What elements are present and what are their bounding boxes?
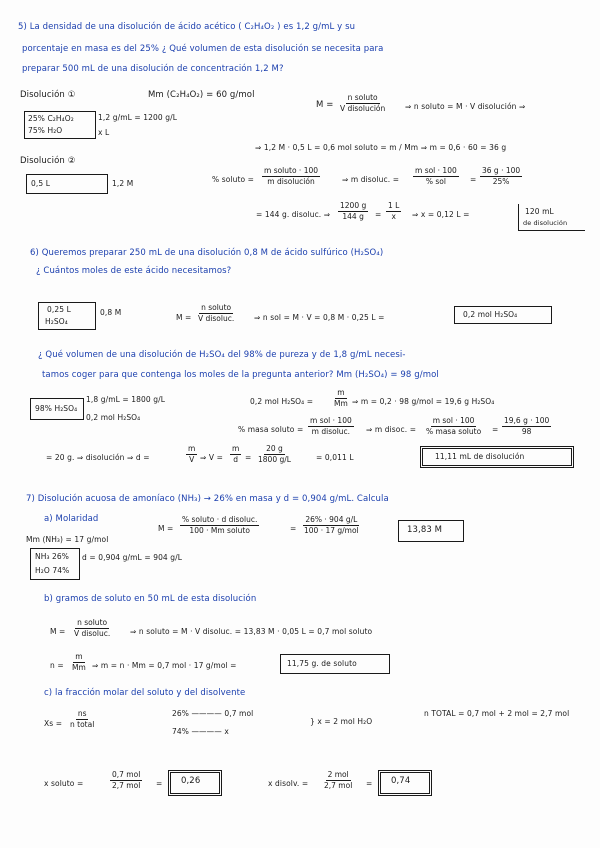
p6-molarity-numerator: n soluto (201, 303, 232, 312)
p7-answer-a-box (398, 520, 464, 542)
p5-box1-volume: x L (98, 128, 110, 137)
p7-b2-numerator: m (75, 652, 83, 661)
p6-percent-fraction2 (424, 416, 483, 437)
p6-density-denominator: V (189, 455, 195, 464)
p5-answer-sub: de disolución (523, 219, 568, 227)
p6-molarity-lhs: M = (176, 313, 192, 322)
p5-percent-fraction3 (480, 166, 522, 187)
p5-question-line3: preparar 500 mL de una disolución de concentración 1,2 M? (22, 64, 284, 74)
p5-final-denominator2: x (391, 212, 396, 221)
p5-molarity-lhs: M = (316, 100, 334, 110)
p6-molarity-denominator: V disoluc. (198, 314, 235, 323)
p6-percent-numerator2: m sol · 100 (432, 416, 475, 425)
p6-density-mid: ⇒ V = (200, 453, 223, 462)
p7-answer-c1-box (168, 770, 222, 796)
p5-question-line2: porcentaje en masa es del 25% ¿ Qué volumen de esta disolución se necesita para (22, 44, 384, 54)
p6-question-line2: ¿ Cuántos moles de este ácido necesitamos? (36, 266, 232, 276)
p7-b-label: b) gramos de soluto en 50 mL de esta disolución (44, 594, 257, 604)
p7-box-line2: H₂O 74% (35, 566, 70, 575)
p7-ntotal: n TOTAL = 0,7 mol + 2 mol = 2,7 mol (424, 709, 570, 718)
p6-molarity-fraction (196, 303, 236, 324)
p6-percent-mid: ⇒ m disoc. = (366, 425, 417, 434)
p6-pure-acid-density: 1,8 g/mL = 1800 g/L (86, 395, 165, 404)
p6-percent-denominator: m disoluc. (311, 427, 351, 436)
p6-percent-fraction (308, 416, 354, 437)
p5-moles-line: ⇒ 1,2 M · 0,5 L = 0,6 mol soluto = m / Mm ⇒ m = 0,6 · 60 = 36 g (255, 143, 507, 152)
p7-xsoluto-fraction (110, 770, 142, 791)
p7-xdisolv-equals: = (366, 779, 373, 788)
p5-final-mid: ⇒ x = 0,12 L = (412, 210, 470, 219)
p7-answer-c2: 0,74 (391, 776, 411, 786)
p7-b-fraction (72, 618, 112, 639)
p7-xsoluto-numerator: 0,7 mol (112, 770, 141, 779)
p6-volume-denominator: d (233, 455, 239, 464)
p5-percent-numerator3: 36 g · 100 (482, 166, 521, 175)
p5-percent-lhs: % soluto = (212, 175, 255, 184)
p6-mass-calc-rhs: ⇒ m = 0,2 · 98 g/mol = 19,6 g H₂SO₄ (352, 397, 495, 406)
p6-mass-fraction (332, 388, 350, 409)
p6-question-line3: ¿ Qué volumen de una disolución de H₂SO₄ del 98% de pureza y de 1,8 g/mL necesi- (38, 350, 406, 360)
p5-answer-box (518, 204, 585, 231)
p7-answer-b: 11,75 g. de soluto (287, 659, 357, 668)
p5-percent-denominator3: 25% (492, 177, 510, 186)
p7-ratio-result: } x = 2 mol H₂O (310, 717, 373, 726)
p7-xdisolv-numerator: 2 mol (327, 770, 349, 779)
p7-c-label: c) la fracción molar del soluto y del disolvente (44, 688, 246, 698)
p6-percent-lhs: % masa soluto = (238, 425, 304, 434)
p6-box-line2: H₂SO₄ (45, 317, 68, 326)
p7-b2-denominator: Mm (72, 663, 86, 672)
p7-b2-fraction (70, 652, 88, 673)
p6-volume-result: = 0,011 L (316, 453, 354, 462)
p7-xsoluto-equals: = (156, 779, 163, 788)
p5-final-line: = 144 g. disoluc. ⇒ (256, 210, 331, 219)
p5-box1-line1: 25% C₂H₄O₂ (28, 114, 74, 123)
p6-mass-numerator: m (337, 388, 345, 397)
p5-disolucion2-label: Disolución ② (20, 156, 76, 166)
p6-question-line4: tamos coger para que contenga los moles de la pregunta anterior? Mm (H₂SO₄) = 98 g/mol (42, 370, 439, 380)
p7-xs-fraction (68, 709, 96, 730)
p6-answer2: 11,11 mL de disolución (435, 452, 525, 461)
p6-answer: 0,2 mol H₂SO₄ (463, 310, 518, 319)
p6-volume-numerator2: 20 g (266, 444, 283, 453)
p5-final-numerator1: 1200 g (340, 201, 367, 210)
p5-box2-molarity: 1,2 M (112, 179, 134, 188)
p5-box2-value: 0,5 L (31, 179, 50, 188)
p6-pure-acid-label: 98% H₂SO₄ (35, 404, 78, 413)
p6-percent-denominator2: % masa soluto (426, 427, 482, 436)
p6-mass-denominator: Mm (334, 399, 348, 408)
p5-final-fraction2 (386, 201, 401, 222)
p7-b2-rhs: ⇒ m = n · Mm = 0,7 mol · 17 g/mol = (92, 661, 237, 670)
p5-disolucion1-label: Disolución ① (20, 90, 76, 100)
p7-b2-lhs: n = (50, 661, 64, 670)
p5-percent-numerator: m soluto · 100 (264, 166, 319, 175)
p6-answer2-box (420, 446, 574, 468)
p7-molarity-fraction2 (302, 515, 361, 536)
p5-equals-sign: = (470, 175, 477, 184)
p7-answer-b-box (280, 654, 390, 674)
p7-xdisolv-lhs: x disolv. = (268, 779, 309, 788)
p6-percent-fraction3 (502, 416, 551, 437)
p6-density-numerator: m (188, 444, 196, 453)
p5-percent-numerator2: m sol · 100 (415, 166, 457, 175)
p6-question-line1: 6) Queremos preparar 250 mL de una disolución 0,8 M de ácido sulfúrico (H₂SO₄) (30, 248, 384, 258)
p5-molarity-numerator: n soluto (347, 93, 378, 102)
p5-final-fraction1 (338, 201, 368, 222)
p7-xs-numerator: ns (77, 709, 87, 718)
p6-volume-numerator: m (232, 444, 240, 453)
p6-percent-denominator3: 98 (521, 427, 532, 436)
p6-box-line1: 0,25 L (47, 305, 71, 314)
p5-molarity-fraction (338, 93, 387, 114)
p7-molar-mass: Mm (NH₃) = 17 g/mol (26, 535, 109, 544)
p5-final-numerator2: 1 L (388, 201, 400, 210)
p6-volume-equals: = (245, 453, 252, 462)
p7-answer-c2-box (378, 770, 432, 796)
p5-box1-density: 1,2 g/mL = 1200 g/L (98, 113, 177, 122)
p7-xs-denominator: n total (70, 720, 95, 729)
p5-molarity-denominator: V disolución (340, 104, 386, 113)
p7-box-density: d = 0,904 g/mL = 904 g/L (82, 553, 183, 562)
p7-xdisolv-fraction (322, 770, 354, 791)
p7-molarity-numerator: % soluto · d disoluc. (182, 515, 258, 524)
p5-final-denominator1: 144 g (342, 212, 364, 221)
p6-volume-fraction (230, 444, 241, 465)
p6-pure-acid-box (30, 398, 84, 420)
p7-a-label: a) Molaridad (44, 514, 99, 524)
p6-molarity-rhs: ⇒ n sol = M · V = 0,8 M · 0,25 L = (254, 313, 385, 322)
p6-density-line: = 20 g. ⇒ disolución ⇒ d = (46, 453, 150, 462)
p7-b-numerator: n soluto (77, 618, 108, 627)
p5-percent-fraction (262, 166, 320, 187)
p6-percent-equals: = (492, 425, 499, 434)
p5-final-equals: = (375, 210, 382, 219)
p7-molarity-numerator2: 26% · 904 g/L (305, 515, 358, 524)
p7-b-denominator: V disoluc. (74, 629, 111, 638)
p6-pure-acid-moles: 0,2 mol H₂SO₄ (86, 413, 141, 422)
p5-solution2-box (26, 174, 108, 194)
p7-molarity-denominator2: 100 · 17 g/mol (304, 526, 359, 535)
p6-volume-fraction2 (256, 444, 293, 465)
p7-molarity-fraction (180, 515, 259, 536)
p7-molarity-lhs: M = (158, 524, 174, 533)
p7-molarity-equals: = (290, 524, 297, 533)
p5-percent-mid: ⇒ m disoluc. = (342, 175, 400, 184)
p6-mass-calc-lhs: 0,2 mol H₂SO₄ = (250, 397, 314, 406)
p6-solution-box (38, 302, 96, 330)
p7-ratio-line1: 26% ———— 0,7 mol (172, 709, 254, 718)
p7-xsoluto-denominator: 2,7 mol (112, 781, 141, 790)
p7-answer-a: 13,83 M (407, 525, 443, 535)
p5-molarity-rhs: ⇒ n soluto = M · V disolución ⇒ (405, 102, 526, 111)
p7-molarity-denominator: 100 · Mm soluto (189, 526, 250, 535)
p5-percent-denominator: m disolución (267, 177, 315, 186)
p7-b-lhs: M = (50, 627, 66, 636)
p7-question-line1: 7) Disolución acuosa de amoníaco (NH₃) → 26% en masa y d = 0,904 g/mL. Calcula (26, 494, 389, 504)
p5-question-line1: 5) La densidad de una disolución de ácido acético ( C₂H₄O₂ ) es 1,2 g/mL y su (18, 22, 356, 32)
p7-answer-c1: 0,26 (181, 776, 201, 786)
p5-percent-denominator2: % sol (425, 177, 446, 186)
p7-xsoluto-lhs: x soluto = (44, 779, 84, 788)
p6-volume-denominator2: 1800 g/L (258, 455, 291, 464)
p6-percent-numerator3: 19,6 g · 100 (504, 416, 550, 425)
p7-xs-lhs: Xs = (44, 719, 63, 728)
p6-percent-numerator: m sol · 100 (310, 416, 352, 425)
p7-b-rhs: ⇒ n soluto = M · V disoluc. = 13,83 M · 0,05 L = 0,7 mol soluto (130, 627, 373, 636)
p5-percent-fraction2 (413, 166, 459, 187)
p6-answer-box (454, 306, 552, 324)
p7-solution-box (30, 548, 80, 580)
p7-xdisolv-denominator: 2,7 mol (324, 781, 353, 790)
p5-box1-line2: 75% H₂O (28, 126, 63, 135)
p6-density-fraction (186, 444, 197, 465)
p5-solution1-box (24, 111, 96, 139)
p6-box-molarity: 0,8 M (100, 308, 122, 317)
p5-answer: 120 mL (525, 207, 554, 216)
p7-ratio-line2: 74% ———— x (172, 727, 229, 736)
p7-box-line1: NH₃ 26% (35, 552, 70, 561)
p5-molar-mass: Mm (C₂H₄O₂) = 60 g/mol (148, 90, 255, 100)
